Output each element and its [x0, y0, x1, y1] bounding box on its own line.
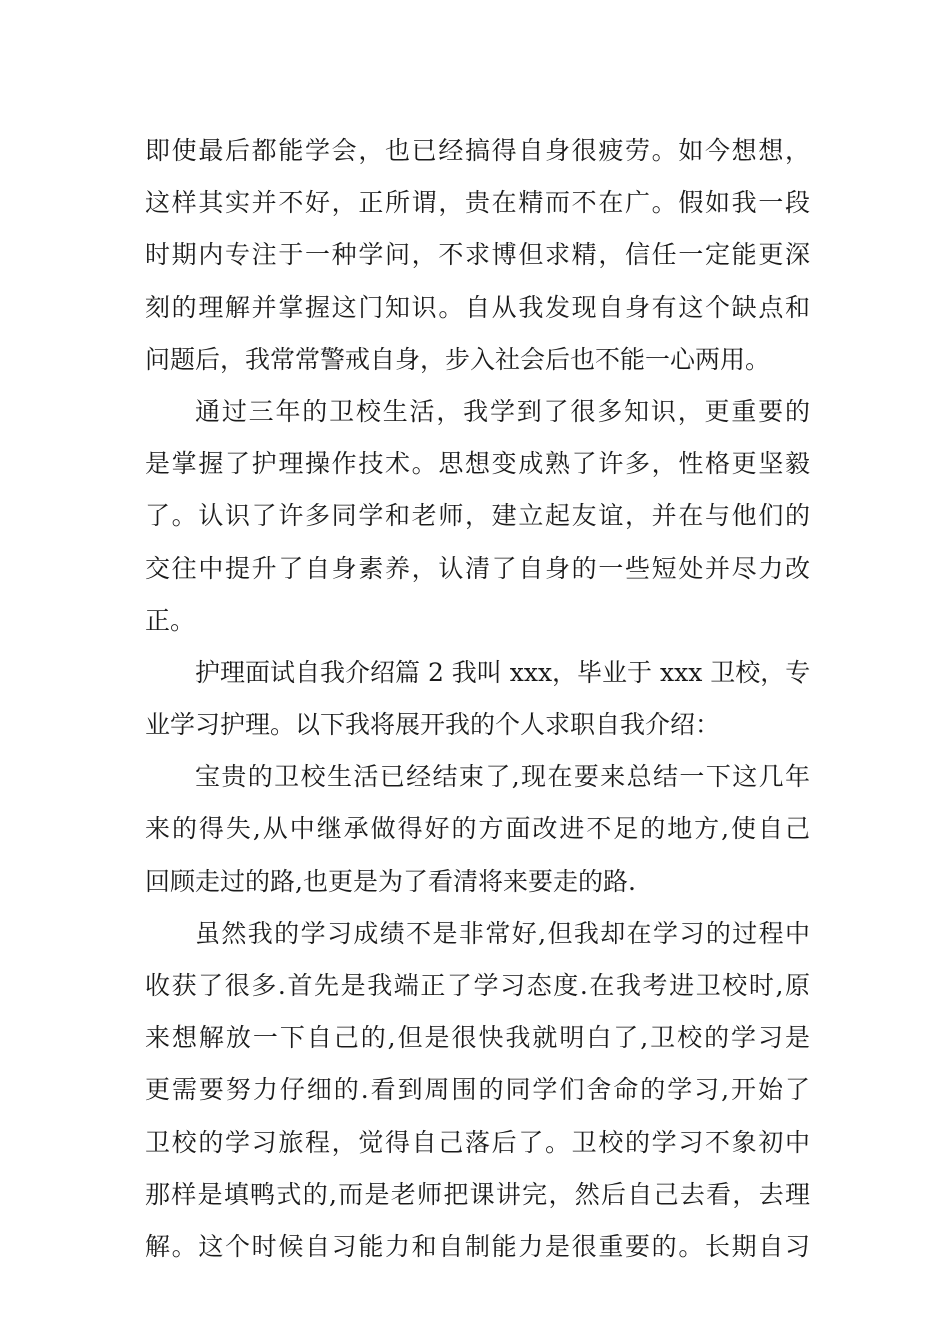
text-line: 时期内专注于一种学问，不求博但求精，信任一定能更深	[145, 240, 810, 270]
text-line: 交往中提升了自身素养，认清了自身的一些短处并尽力改	[145, 553, 810, 583]
text-line: 来的得失,从中继承做得好的方面改进不足的地方,使自己	[145, 814, 810, 844]
text-line: 正。	[145, 605, 196, 635]
text-line: 这样其实并不好，正所谓，贵在精而不在广。假如我一段	[145, 188, 810, 218]
text-line: 来想解放一下自己的,但是很快我就明白了,卫校的学习是	[145, 1023, 810, 1053]
text-line: 业学习护理。以下我将展开我的个人求职自我介绍：	[145, 710, 721, 740]
text-line: 回顾走过的路,也更是为了看清将来要走的路.	[145, 866, 636, 896]
text-line: 是掌握了护理操作技术。思想变成熟了许多，性格更坚毅	[145, 449, 810, 479]
text-line: 那样是填鸭式的,而是老师把课讲完，然后自己去看，去理	[145, 1179, 810, 1209]
text-line: 护理面试自我介绍篇 2 我叫 xxx，毕业于 xxx 卫校，专	[195, 657, 811, 687]
text-line: 收获了很多.首先是我端正了学习态度.在我考进卫校时,原	[145, 971, 810, 1000]
text-line: 虽然我的学习成绩不是非常好,但我却在学习的过程中	[195, 918, 810, 948]
text-line: 更需要努力仔细的.看到周围的同学们舍命的学习,开始了	[145, 1075, 810, 1105]
text-line: 卫校的学习旅程，觉得自己落后了。卫校的学习不象初中	[145, 1127, 810, 1157]
text-line: 了。认识了许多同学和老师，建立起友谊，并在与他们的	[145, 501, 810, 531]
text-line: 即使最后都能学会，也已经搞得自身很疲劳。如今想想，	[145, 136, 810, 165]
text-line: 解。这个时候自习能力和自制能力是很重要的。长期自习	[145, 1231, 810, 1261]
text-line: 问题后，我常常警戒自身，步入社会后也不能一心两用。	[145, 344, 771, 374]
text-line: 通过三年的卫校生活，我学到了很多知识，更重要的	[195, 396, 810, 426]
body-text	[145, 125, 810, 1273]
text-line: 刻的理解并掌握这门知识。自从我发现自身有这个缺点和	[145, 292, 810, 322]
text-line: 宝贵的卫校生活已经结束了,现在要来总结一下这几年	[195, 762, 810, 792]
